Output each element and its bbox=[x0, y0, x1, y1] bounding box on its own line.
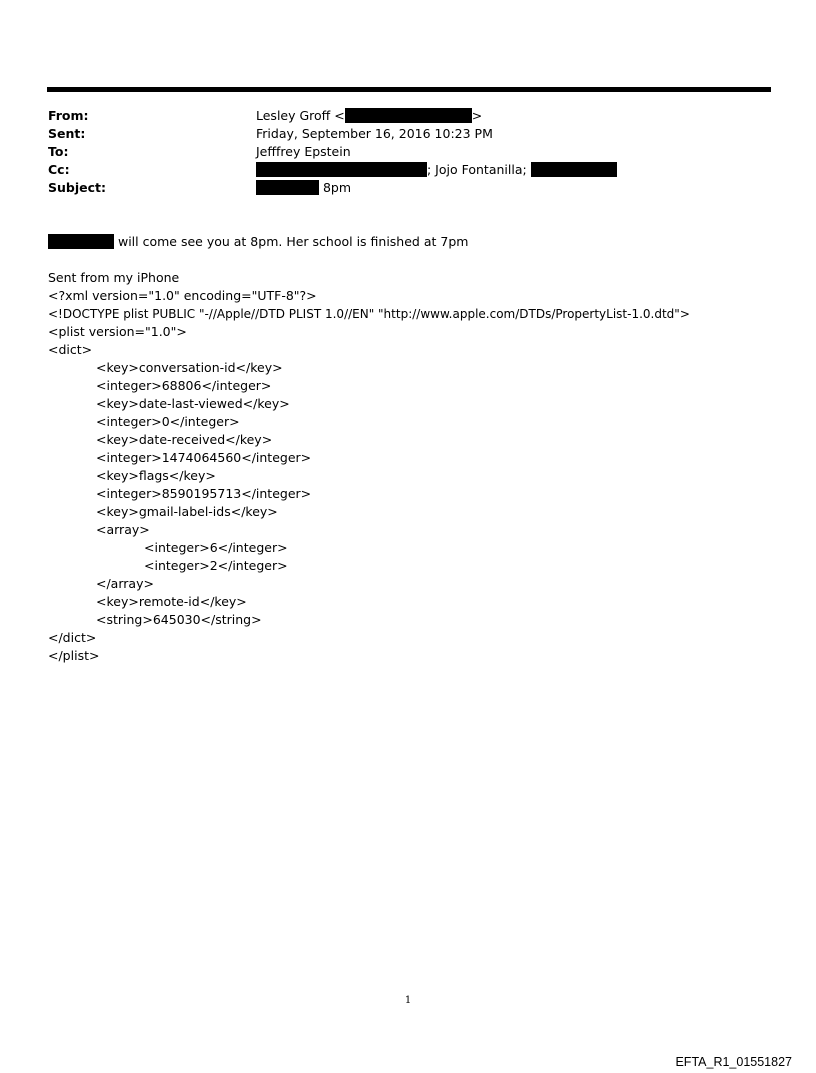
xml-line: <plist version="1.0"> bbox=[48, 324, 187, 339]
subject-tail: 8pm bbox=[322, 180, 352, 195]
from-value bbox=[256, 107, 482, 125]
cc-middle: ; Jojo Fontanilla; bbox=[427, 162, 527, 177]
xml-line: <key>remote-id</key> bbox=[96, 594, 247, 609]
xml-line: <integer>68806</integer> bbox=[96, 378, 272, 393]
bates-number: EFTA_R1_01551827 bbox=[675, 1055, 792, 1069]
sent-value: Friday, September 16, 2016 10:23 PM bbox=[256, 126, 493, 141]
xml-line: <!DOCTYPE plist PUBLIC "-//Apple//DTD PLIST 1.0//EN" "http://www.apple.com/DTDs/PropertyList-1.0.dtd"> bbox=[48, 307, 690, 321]
to-label: To: bbox=[48, 144, 69, 159]
xml-line: <integer>8590195713</integer> bbox=[96, 486, 312, 501]
xml-line: </plist> bbox=[48, 648, 100, 663]
header-rule bbox=[47, 87, 771, 92]
xml-line: <key>date-received</key> bbox=[96, 432, 273, 447]
redaction-box bbox=[531, 162, 617, 177]
sent-label: Sent: bbox=[48, 126, 86, 141]
from-close: > bbox=[471, 108, 483, 123]
xml-line: <?xml version="1.0" encoding="UTF-8"?> bbox=[48, 288, 317, 303]
xml-line: <integer>2</integer> bbox=[144, 558, 288, 573]
redaction-box bbox=[256, 180, 319, 195]
xml-line: <integer>6</integer> bbox=[144, 540, 288, 555]
to-value: Jefffrey Epstein bbox=[256, 144, 351, 159]
xml-line: </dict> bbox=[48, 630, 97, 645]
xml-line: </array> bbox=[96, 576, 154, 591]
redaction-box bbox=[48, 234, 114, 249]
message-line bbox=[48, 233, 468, 251]
xml-line: <array> bbox=[96, 522, 150, 537]
xml-line: <string>645030</string> bbox=[96, 612, 262, 627]
xml-line: <dict> bbox=[48, 342, 93, 357]
redaction-box bbox=[345, 108, 472, 123]
from-label: From: bbox=[48, 108, 89, 123]
subject-value bbox=[256, 179, 351, 197]
from-name: Lesley Groff < bbox=[256, 108, 345, 123]
xml-line: <key>date-last-viewed</key> bbox=[96, 396, 290, 411]
xml-line: <integer>1474064560</integer> bbox=[96, 450, 312, 465]
xml-line: <integer>0</integer> bbox=[96, 414, 240, 429]
page-number: 1 bbox=[404, 995, 412, 1006]
cc-value bbox=[256, 161, 617, 179]
xml-line: <key>gmail-label-ids</key> bbox=[96, 504, 278, 519]
subject-label: Subject: bbox=[48, 180, 106, 195]
xml-line: <key>flags</key> bbox=[96, 468, 216, 483]
redaction-box bbox=[256, 162, 427, 177]
message-text: will come see you at 8pm. Her school is finished at 7pm bbox=[117, 234, 469, 249]
xml-line: <key>conversation-id</key> bbox=[96, 360, 283, 375]
cc-label: Cc: bbox=[48, 162, 70, 177]
signature: Sent from my iPhone bbox=[48, 270, 180, 285]
